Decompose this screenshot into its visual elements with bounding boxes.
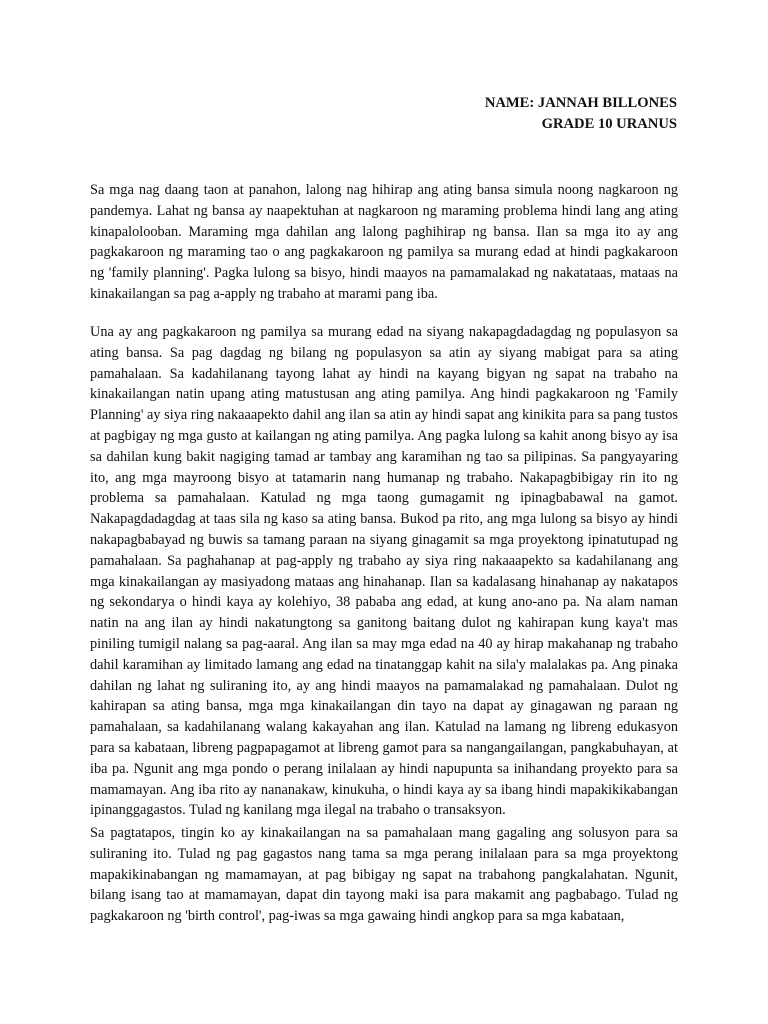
paragraph-conclusion bbox=[90, 823, 678, 927]
paragraph-intro bbox=[90, 180, 678, 305]
paragraph-body bbox=[90, 322, 678, 821]
paragraph-text: Sa mga nag daang taon at panahon, lalong nag hihirap ang ating bansa simula noong nagkaroon ng pandemya. Lahat ng bansa ay naapektuhan at nagkaroon ng maraming problema hindi lang ang ating kinapalolooban. Maraming mga dahilan ang lalong paghihirap ng bansa. Ilan sa mga ito ay ang pagkakaroon ng maraming tao o ang pagkakaroon ng pamilya sa murang edad at hindi pagkakaroon ng 'family planning'. Pagka lulong sa bisyo, hindi maayos na pamamalakad ng nakatataas, mataas na kinakailangan sa pag a-apply ng trabaho at marami pang iba. bbox=[90, 182, 678, 302]
paragraph-text: Una ay ang pagkakaroon ng pamilya sa murang edad na siyang nakapagdadagdag ng populasyon sa ating bansa. Sa pag dagdag ng bilang ng populasyon sa atin ay siyang mabigat para sa ating pamahalaan. Sa kadahilanang tayong lahat ay hindi na kayang bigyan ng sapat na trabaho na kinakailangan natin upang ating matustusan ang ating pamilya. Ang hindi pagkakaroon ng 'Family Planning' ay siya ring nakaaapekto dahil ang ilan sa atin ay hindi sapat ang kinikita para sa pang tustos at pagbigay ng mga gusto at kailangan ng ating pamilya. Ang pagka lulong sa kahit anong bisyo ay isa sa dahilan kung bakit nagiging tamad ar tambay ang karamihan ng tao sa pilipinas. Sa pangyayaring ito, ang mga mayroong bisyo at tatamarin nang humanap ng trabaho. Nakapagbibigay rin ito ng problema sa pamahalaan. Katulad ng mga taong gumagamit ng ipinagbabawal na gamot. Nakapagdadagdag at taas sila ng kaso sa ating bansa. Bukod pa rito, ang mga lulong sa bisyo ay hindi nakapagbabayad ng buwis sa tamang paraan na siyang ginagamit sa mga proyektong ipinatutupad ng pamahalaan. Sa paghahanap at pag-apply ng trabaho ay siya ring nakaaapekto sa kadahilanang ang mga kinakailangan ay masiyadong mataas ang hinahanap. Ilan sa kadalasang hinahanap ay nakatapos ng sekondarya o hindi kaya ay kolehiyo, 38 pababa ang edad, at kung ano-ano pa. Na alam naman natin na ang ilan ay hindi nakatungtong sa ganitong baitang dulot ng kahirapan kung kaya't mas piniling tumigil nalang sa pag-aaral. Ang ilan sa may mga edad na 40 ay hirap makahanap ng trabaho dahil karamihan ay limitado lamang ang edad na tinatanggap kahit na sila'y malalakas pa. Ang pinaka dahilan ng lahat ng suliraning ito, ay ang hindi maayos na pamamalakad ng pamahalaan. Dulot ng kahirapan sa ating bansa, mga mga kinakailangan din tayo na dapat ay ginagawan ng paraan ng pamahalaan, sa kadahilanang walang kakayahan ang ilan. Katulad na lamang ng libreng edukasyon para sa kabataan, libreng pagpapagamot at libreng gamot para sa nangangailangan, pangkabuhayan, at iba pa. Ngunit ang mga pondo o perang inilalaan ay hindi napupunta sa inihandang proyekto para sa mamamayan. Ang iba rito ay nananakaw, kinukuha, o hindi kaya ay sa ibang hindi mapakikikabangan ipinanggagastos. Tulad ng kanilang mga ilegal na trabaho o transaksyon. bbox=[90, 324, 678, 819]
student-name: NAME: JANNAH BILLONES bbox=[484, 95, 677, 111]
paragraph-text: Sa pagtatapos, tingin ko ay kinakailangan na sa pamahalaan mang gagaling ang solusyon para sa suliraning ito. Tulad ng pag gagastos nang tama sa mga perang inilalaan para sa mga proyektong mapakikinabangan ng mamamayan, at pag bibigay ng sapat na trabahong pangkalahatan. Ngunit, bilang isang tao at mamamayan, dapat din tayong maki isa para makamit ang pagbabago. Tulad ng pagkakaroon ng 'birth control', pag-iwas sa mga gawaing hindi angkop para sa mga kabataan, bbox=[90, 825, 678, 925]
header-block bbox=[485, 93, 677, 135]
student-grade: GRADE 10 URANUS bbox=[541, 116, 677, 132]
